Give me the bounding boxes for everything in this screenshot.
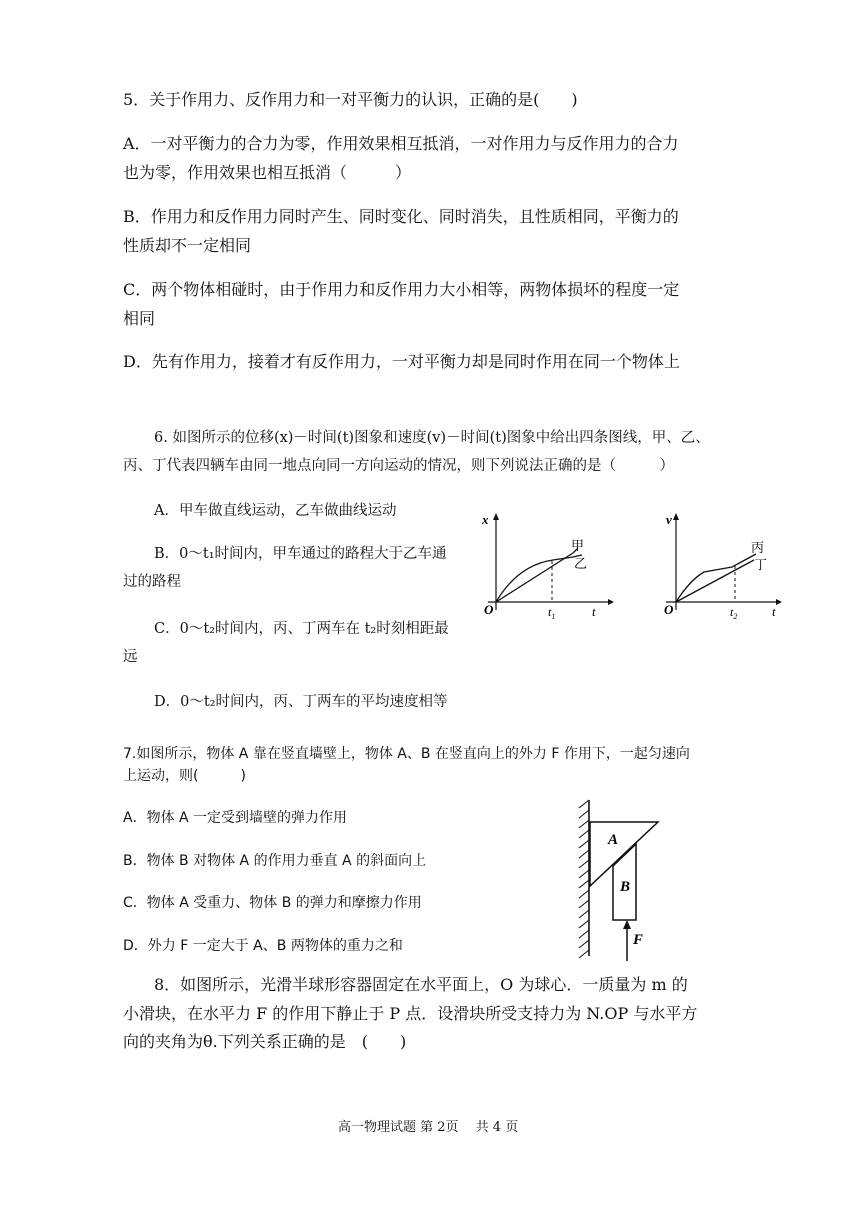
vt-y-label: v xyxy=(666,512,672,527)
label-a: A xyxy=(608,832,619,848)
q6-option-d: D．0～t₂时间内，丙、丁两车的平均速度相等 xyxy=(154,694,448,710)
xt-origin: O xyxy=(484,602,494,617)
wall-blocks-figure xyxy=(570,798,665,963)
q8-line1: 8．如图所示，光滑半球形容器固定在水平面上，O 为球心．一质量为 m 的 xyxy=(154,975,688,994)
q6-option-a: A．甲车做直线运动，乙车做曲线运动 xyxy=(154,503,397,519)
xt-tick-t1: $t_1$ xyxy=(548,605,556,621)
q6-option-c-line2: 远 xyxy=(123,649,138,665)
q5-option-c-line1: C．两个物体相碰时，由于作用力和反作用力大小相等，两物体损坏的程度一定 xyxy=(123,280,680,299)
q7-option-b: B．物体 B 对物体 A 的作用力垂直 A 的斜面向上 xyxy=(123,853,427,869)
q5-stem: 5．关于作用力、反作用力和一对平衡力的认识，正确的是( ) xyxy=(123,90,578,109)
xt-x-label: t xyxy=(592,604,596,619)
q6-option-b-line2: 过的路程 xyxy=(123,574,181,590)
vt-x-arrow xyxy=(776,599,782,605)
q5-option-a-line2: 也为零，作用效果也相互抵消（ ） xyxy=(123,163,412,182)
q6-stem-line2: 丙、丁代表四辆车由同一地点向同一方向运动的情况，则下列说法正确的是（ ） xyxy=(123,458,674,474)
q5-option-b-line2: 性质却不一定相同 xyxy=(123,236,252,255)
vt-label-ding: 丁 xyxy=(754,557,768,572)
vt-x-label: t xyxy=(772,604,776,619)
vt-line-ding xyxy=(676,560,754,602)
label-f: F xyxy=(633,932,644,948)
q6-stem-line1: 6. 如图所示的位移(x)－时间(t)图象和速度(v)－时间(t)图象中给出四条图线，甲、乙、 xyxy=(154,430,710,446)
vt-tick-t2: $t_2$ xyxy=(730,605,738,621)
xt-label-yi: 乙 xyxy=(574,556,588,571)
q7-option-c: C．物体 A 受重力、物体 B 的弹力和摩擦力作用 xyxy=(123,895,422,911)
vt-label-bing: 丙 xyxy=(751,540,765,555)
q5-option-c-line2: 相同 xyxy=(123,309,156,328)
vt-y-arrow xyxy=(673,513,679,520)
q7-stem-line2: 上运动，则( ) xyxy=(123,768,246,784)
xt-graph xyxy=(480,510,615,620)
q8-line2: 小滑块，在水平力 F 的作用下静止于 P 点．设滑块所受支持力为 N.OP 与水平方 xyxy=(123,1004,698,1023)
page-footer: 高一物理试题 第 2页 共 4 页 xyxy=(338,1120,519,1135)
wall-hatching xyxy=(579,800,589,958)
q6-option-b-line1: B．0～t₁时间内，甲车通过的路程大于乙车通 xyxy=(154,546,447,562)
label-b: B xyxy=(620,879,631,895)
force-arrow-head xyxy=(623,920,631,929)
q8-line3: 向的夹角为θ.下列关系正确的是 ( ) xyxy=(123,1032,407,1051)
q5-option-d: D．先有作用力，接着才有反作用力，一对平衡力却是同时作用在同一个物体上 xyxy=(123,352,680,371)
vt-graph xyxy=(658,510,793,620)
vt-line-bing xyxy=(676,554,756,602)
xt-y-arrow xyxy=(493,513,499,520)
xt-label-jia: 甲 xyxy=(571,538,585,553)
xt-x-arrow xyxy=(608,599,614,605)
q7-option-d: D．外力 F 一定大于 A、B 两物体的重力之和 xyxy=(123,938,403,954)
q5-option-a-line1: A．一对平衡力的合力为零，作用效果相互抵消，一对作用力与反作用力的合力 xyxy=(123,134,679,153)
q7-stem-line1: 7.如图所示，物体 A 靠在竖直墙壁上，物体 A、B 在竖直向上的外力 F 作用下，一起匀速向 xyxy=(123,746,690,762)
vt-origin: O xyxy=(664,602,674,617)
q6-option-c-line1: C．0～t₂时间内，丙、丁两车在 t₂时刻相距最 xyxy=(154,621,449,637)
q7-option-a: A．物体 A 一定受到墙壁的弹力作用 xyxy=(123,810,348,826)
q5-option-b-line1: B．作用力和反作用力同时产生、同时变化、同时消失，且性质相同，平衡力的 xyxy=(123,207,679,226)
xt-line-jia xyxy=(496,553,573,602)
xt-y-label: x xyxy=(482,512,489,527)
xt-curve-yi xyxy=(496,555,582,602)
